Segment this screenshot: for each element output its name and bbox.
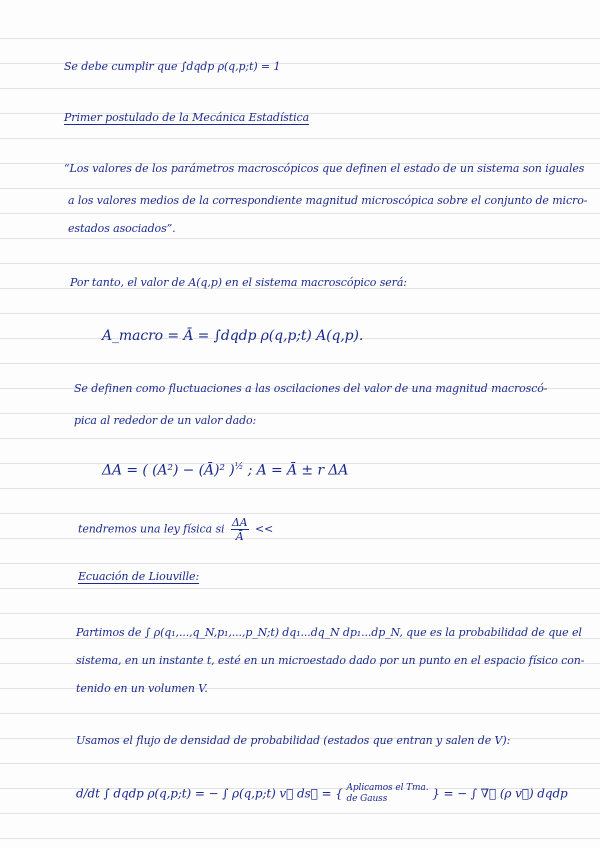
heading-first-postulate: Primer postulado de la Mecánica Estadística	[64, 111, 310, 124]
equation-mean-value: A_macro = Ā = ∫dqdp ρ(q,p;t) A(q,p).	[102, 328, 364, 344]
gauss-note	[346, 783, 428, 805]
physical-law-text: tendremos una ley física si	[78, 522, 225, 536]
flux-right-side: } = − ∫ ∇⃗ (ρ v⃗) dqdp	[432, 786, 568, 801]
fluctuation-relation: ; A = Ā ± r ΔA	[247, 462, 349, 479]
therefore-line: Por tanto, el valor de A(q,p) en el sistema macroscópico será:	[70, 276, 407, 289]
ratio-numerator: ΔA	[231, 516, 248, 529]
fluctuation-definition: ΔA = ( (A²) − (Ā)² )	[102, 462, 235, 479]
ratio-denominator: Ā	[235, 530, 244, 543]
much-less-symbol: <<	[254, 522, 274, 536]
flux-left-side: d/dt ∫ dqdp ρ(q,p;t) = − ∫ ρ(q,p;t) v⃗ ds⃗ = {	[76, 786, 343, 801]
fluctuation-exponent: ½	[234, 462, 244, 472]
postulate-line-1: “Los valores de los parámetros macroscópicos que definen el estado de un sistema son iguales	[64, 162, 585, 175]
equation-flux	[76, 783, 568, 805]
gauss-note-line-2: de Gauss	[346, 794, 388, 804]
gauss-note-line-1: Aplicamos el Tma.	[346, 783, 429, 793]
ratio-fraction	[231, 516, 249, 543]
equation-fluctuation	[102, 462, 348, 479]
physical-law-line	[78, 516, 273, 543]
heading-liouville: Ecuación de Liouville:	[78, 570, 200, 583]
liouville-line-2: sistema, en un instante t, esté en un microestado dado por un punto en el espacio físico con-	[76, 654, 585, 667]
liouville-line-1: Partimos de ∫ ρ(q₁,...,q_N,p₁,...,p_N;t) dq₁...dq_N dp₁...dp_N, que es la probabilidad de que el	[76, 626, 582, 639]
flux-line: Usamos el flujo de densidad de probabilidad (estados que entran y salen de V):	[76, 734, 511, 747]
normalization-line: Se debe cumplir que ∫dqdp ρ(q,p;t) = 1	[64, 60, 281, 73]
postulate-line-3: estados asociados”.	[68, 222, 176, 235]
fluctuations-line-1: Se definen como fluctuaciones a las oscilaciones del valor de una magnitud macroscó-	[74, 382, 548, 395]
postulate-line-2: a los valores medios de la correspondiente magnitud microscópica sobre el conjunto de micro-	[68, 194, 588, 207]
liouville-line-3: tenido en un volumen V.	[76, 682, 208, 695]
fluctuations-line-2: pica al rededor de un valor dado:	[74, 414, 257, 427]
